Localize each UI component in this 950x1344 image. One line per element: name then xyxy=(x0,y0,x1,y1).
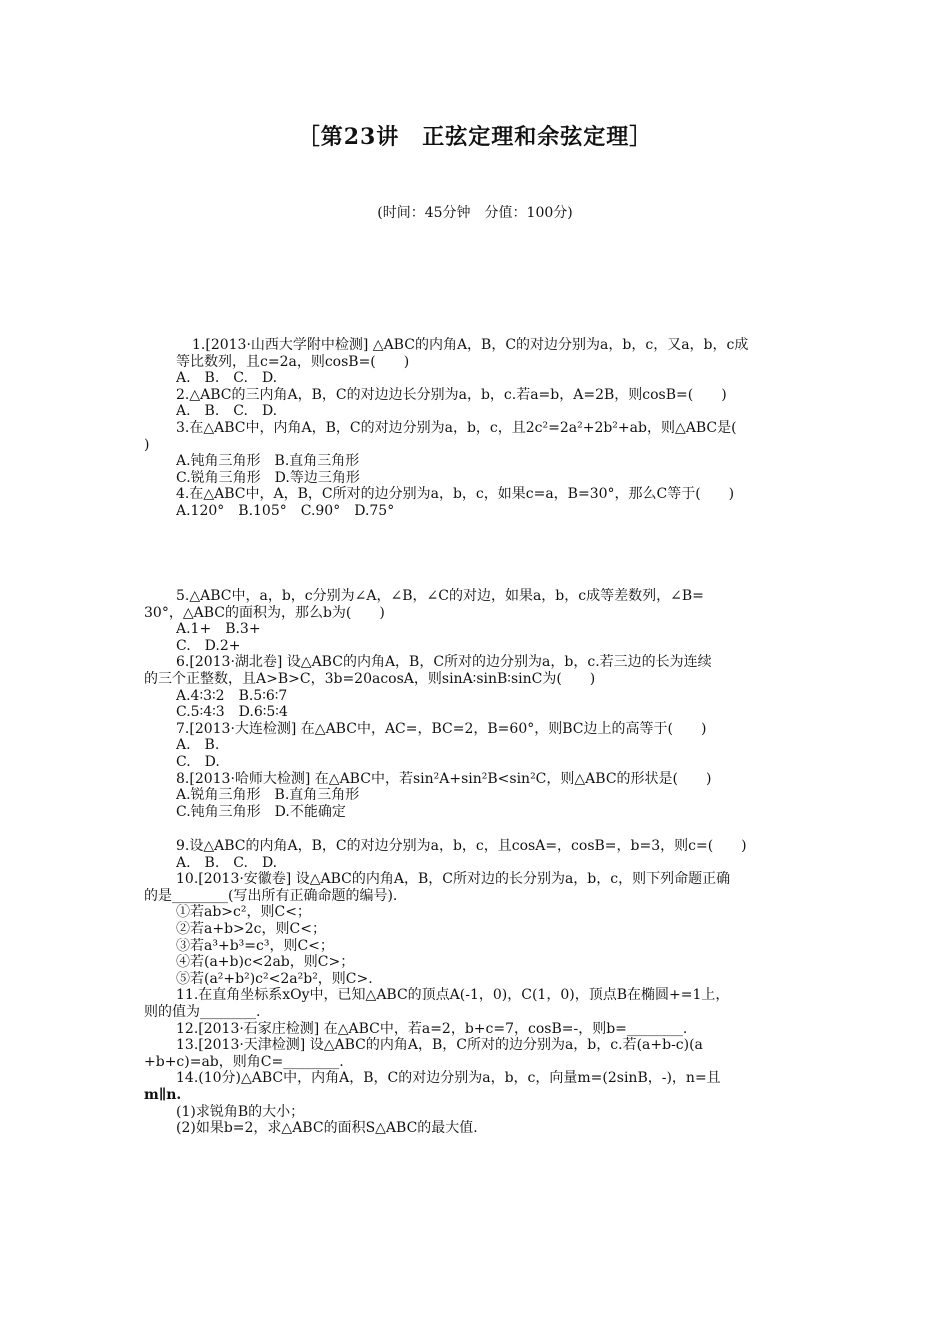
question-line: ④若(a+b)c<2ab，则C>； xyxy=(176,954,355,971)
question-line: 等比数列，且c=2a，则cosB=( ) xyxy=(176,353,410,370)
question-line: C. D. xyxy=(176,753,220,770)
question-line: A. B. C. D. xyxy=(176,403,278,420)
question-line: ⑤若(a²+b²)c²<2a²b²，则C>. xyxy=(176,970,373,987)
question-line: A. B. xyxy=(176,737,220,754)
time-score-info: (时间：45分钟 分值：100分) xyxy=(377,205,573,221)
question-line: 11.在直角坐标系xOy中，已知△ABC的顶点A(-1，0)，C(1，0)，顶点B在椭圆+=1上， xyxy=(176,987,730,1004)
question-line: ③若a³+b³=c³，则C<； xyxy=(176,937,334,954)
questions-block-3 xyxy=(144,838,808,1137)
question-line: A.4∶3∶2 B.5∶6∶7 xyxy=(176,687,288,704)
question-line: 8.[2013·哈师大检测] 在△ABC中，若sin²A+sin²B<sin²C，则△ABC的形状是( ) xyxy=(176,770,712,787)
question-line: 5.△ABC中，a，b，c分别为∠A，∠B，∠C的对边，如果a，b，c成等差数列，∠B= xyxy=(176,588,704,604)
question-line: +b+c)=ab，则角C=________. xyxy=(144,1053,344,1070)
question-line: 3.在△ABC中，内角A，B，C的对边分别为a，b，c，且2c²=2a²+2b²+ab，则△ABC是( xyxy=(176,419,737,436)
question-line: C.5∶4∶3 D.6∶5∶4 xyxy=(176,704,288,721)
question-line: m∥n. xyxy=(144,1086,182,1103)
question-line: 13.[2013·天津检测] 设△ABC的内角A，B，C所对的边分别为a，b，c.若(a+b-c)(a xyxy=(176,1037,703,1054)
question-line: 7.[2013·大连检测] 在△ABC中，AC=，BC=2，B=60°，则BC边上的高等于( ) xyxy=(176,720,707,737)
question-line: 1.[2013·山西大学附中检测] △ABC的内角A，B，C的对边分别为a，b，c，又a，b，c成 xyxy=(192,337,749,353)
question-line: 14.(10分)△ABC中，内角A，B，C的对边分别为a，b，c，向量m=(2sinB，-)，n=且 xyxy=(176,1070,721,1087)
question-line: 的是________(写出所有正确命题的编号). xyxy=(144,887,398,904)
question-line: C.钝角三角形 D.不能确定 xyxy=(176,803,346,820)
question-line: A.钝角三角形 B.直角三角形 xyxy=(176,453,360,470)
question-line: ①若ab>c²，则C<； xyxy=(176,904,311,921)
questions-block-2 xyxy=(144,588,808,820)
questions-block-1 xyxy=(144,337,808,520)
question-line: C.锐角三角形 D.等边三角形 xyxy=(176,469,360,486)
question-line: 6.[2013·湖北卷] 设△ABC的内角A，B，C所对的边分别为a，b，c.若三边的长为连续 xyxy=(176,654,712,671)
question-line: C. D.2+ xyxy=(176,637,241,654)
question-line: 2.△ABC的三内角A，B，C的对边边长分别为a，b，c.若a=b，A=2B，则cosB=( ) xyxy=(176,386,727,403)
page-title: ［第23讲 正弦定理和余弦定理］ xyxy=(297,124,653,150)
question-line: (1)求锐角B的大小； xyxy=(176,1103,305,1120)
question-line: 12.[2013·石家庄检测] 在△ABC中，若a=2，b+c=7，cosB=-，则b=________. xyxy=(176,1020,688,1037)
question-line: ) xyxy=(144,436,150,453)
question-line: 4.在△ABC中，A，B，C所对的边分别为a，b，c，如果c=a，B=30°，那么C等于( ) xyxy=(176,486,735,503)
question-line: 则的值为________. xyxy=(144,1003,261,1020)
question-line: A.锐角三角形 B.直角三角形 xyxy=(176,787,360,804)
question-line: ②若a+b>2c，则C<； xyxy=(176,920,326,937)
question-line: A. B. C. D. xyxy=(176,854,278,871)
question-line: A. B. C. D. xyxy=(176,370,278,387)
question-line: A.1+ B.3+ xyxy=(176,621,261,638)
question-line: (2)如果b=2，求△ABC的面积S△ABC的最大值. xyxy=(176,1120,478,1137)
question-line: 10.[2013·安徽卷] 设△ABC的内角A，B，C所对边的长分别为a，b，c，则下列命题正确 xyxy=(176,871,731,888)
question-line: 30°，△ABC的面积为，那么b为( ) xyxy=(144,604,385,621)
question-line: 的三个正整数，且A>B>C，3b=20acosA，则sinA∶sinB∶sinC为( ) xyxy=(144,670,596,687)
question-line: A.120° B.105° C.90° D.75° xyxy=(176,502,395,519)
question-line: 9.设△ABC的内角A，B，C的对边分别为a，b，c，且cosA=，cosB=，b=3，则c=( ) xyxy=(176,838,747,854)
